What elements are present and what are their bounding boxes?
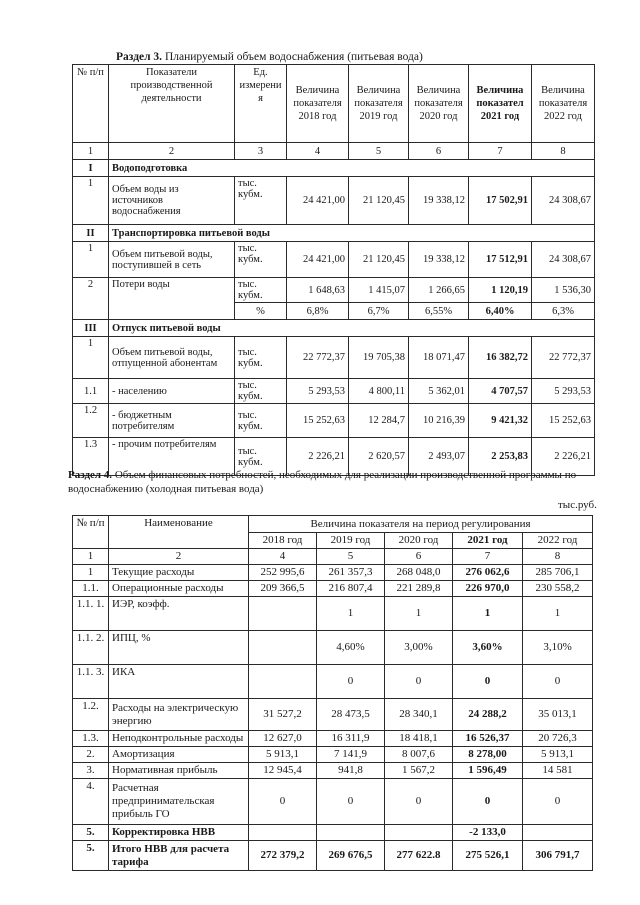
value-2018: 1 648,63 <box>287 278 349 303</box>
value-2020: 18 418,1 <box>385 731 453 747</box>
value-2022: 230 558,2 <box>523 581 593 597</box>
colnum: 3 <box>235 143 287 160</box>
row-name: Итого НВВ для расчета тарифа <box>109 841 249 871</box>
value-2018: 252 995,6 <box>249 565 317 581</box>
row-name: Объем питьевой воды, поступившей в сеть <box>109 242 235 278</box>
section3-label: Раздел 3. <box>116 51 163 63</box>
value-2019: 0 <box>317 665 385 699</box>
row-name: Потери воды <box>109 278 235 320</box>
header-2022: Величина показателя 2022 год <box>532 65 595 143</box>
value-2022: 1 <box>523 597 593 631</box>
value-2020: 277 622.8 <box>385 841 453 871</box>
value-2020: 3,00% <box>385 631 453 665</box>
row-num: 1.1. 2. <box>73 631 109 665</box>
row-num: 1.1. <box>73 581 109 597</box>
header-indicators: Показатели производственной деятельности <box>109 65 235 143</box>
row-name: Нормативная прибыль <box>109 763 249 779</box>
row-num: 1.2. <box>73 699 109 731</box>
row-name: - населению <box>109 379 235 404</box>
value-2020: 28 340,1 <box>385 699 453 731</box>
value-2018: 209 366,5 <box>249 581 317 597</box>
value-2019: 28 473,5 <box>317 699 385 731</box>
row-num: 1 <box>73 177 109 225</box>
value-2019: 7 141,9 <box>317 747 385 763</box>
value-2020: 1 567,2 <box>385 763 453 779</box>
value-2021: 0 <box>453 665 523 699</box>
value-2020: 1 <box>385 597 453 631</box>
colnum: 8 <box>523 549 593 565</box>
value-2018: 0 <box>249 779 317 825</box>
colnum: 7 <box>453 549 523 565</box>
value-2021: 4 707,57 <box>469 379 532 404</box>
value-2019: 216 807,4 <box>317 581 385 597</box>
value-2020: 18 071,47 <box>409 337 469 379</box>
colnum: 1 <box>73 549 109 565</box>
colnum: 4 <box>287 143 349 160</box>
value-2018: 5 293,53 <box>287 379 349 404</box>
value-2018 <box>249 631 317 665</box>
row-unit: тыс. кубм. <box>235 242 287 278</box>
value-2021: 1 120,19 <box>469 278 532 303</box>
row-num: 1.2 <box>73 404 109 438</box>
header-num: № п/п <box>73 65 109 143</box>
value-2020: 0 <box>385 665 453 699</box>
row-num: 1.1 <box>73 379 109 404</box>
row-unit: тыс. кубм. <box>235 438 287 476</box>
section3-title: Планируемый объем водоснабжения (питьевая вода) <box>164 51 423 63</box>
row-name: Текущие расходы <box>109 565 249 581</box>
header-2020: 2020 год <box>385 533 453 549</box>
value-2019: 19 705,38 <box>349 337 409 379</box>
section3-heading <box>116 50 423 64</box>
value-2018: 6,8% <box>287 303 349 320</box>
value-2021: 8 278,00 <box>453 747 523 763</box>
value-2020: 2 493,07 <box>409 438 469 476</box>
value-2019: 4,60% <box>317 631 385 665</box>
section4-heading <box>68 468 598 496</box>
value-2022: 14 581 <box>523 763 593 779</box>
value-2018: 22 772,37 <box>287 337 349 379</box>
row-name: ИКА <box>109 665 249 699</box>
row-num: 1.1. 3. <box>73 665 109 699</box>
value-2019: 16 311,9 <box>317 731 385 747</box>
value-2022: 20 726,3 <box>523 731 593 747</box>
value-2020: 221 289,8 <box>385 581 453 597</box>
value-2021: 17 502,91 <box>469 177 532 225</box>
value-2019: 261 357,3 <box>317 565 385 581</box>
value-2022: 0 <box>523 779 593 825</box>
row-name: Операционные расходы <box>109 581 249 597</box>
value-2021: 1 <box>453 597 523 631</box>
value-2021: 16 526,37 <box>453 731 523 747</box>
row-num: 3. <box>73 763 109 779</box>
row-unit: тыс. кубм. <box>235 278 287 303</box>
financial-needs-table <box>72 515 593 871</box>
value-2021: 276 062,6 <box>453 565 523 581</box>
row-name: Объем воды из источников водоснабжения <box>109 177 235 225</box>
value-2018: 24 421,00 <box>287 177 349 225</box>
value-2022: 35 013,1 <box>523 699 593 731</box>
colnum: 2 <box>109 549 249 565</box>
value-2021: 17 512,91 <box>469 242 532 278</box>
colnum: 4 <box>249 549 317 565</box>
value-2019: 4 800,11 <box>349 379 409 404</box>
value-2022: 2 226,21 <box>532 438 595 476</box>
colnum: 5 <box>349 143 409 160</box>
value-2021: 0 <box>453 779 523 825</box>
header-unit: Ед. измерени я <box>235 65 287 143</box>
value-2022: 5 293,53 <box>532 379 595 404</box>
header-num: № п/п <box>73 516 109 549</box>
group-num: I <box>73 160 109 177</box>
value-2018: 272 379,2 <box>249 841 317 871</box>
header-name: Наименование <box>109 516 249 549</box>
value-2020: 10 216,39 <box>409 404 469 438</box>
row-name: Корректировка НВВ <box>109 825 249 841</box>
section4-title: Объем финансовых потребностей, необходимых для реализации производственной программы по водоснабжению (холодная питьевая вода) <box>68 469 577 495</box>
value-2018: 12 627,0 <box>249 731 317 747</box>
row-unit: тыс. кубм. <box>235 379 287 404</box>
value-2020: 0 <box>385 779 453 825</box>
value-2018 <box>249 665 317 699</box>
value-2022: 285 706,1 <box>523 565 593 581</box>
header-2021: Величина показател 2021 год <box>469 65 532 143</box>
water-supply-volume-table <box>72 64 595 476</box>
value-2020: 268 048,0 <box>385 565 453 581</box>
header-2018: Величина показателя 2018 год <box>287 65 349 143</box>
value-2021: 275 526,1 <box>453 841 523 871</box>
section4-label: Раздел 4. <box>68 469 113 481</box>
header-2021: 2021 год <box>453 533 523 549</box>
value-2021: 226 970,0 <box>453 581 523 597</box>
row-num: 1 <box>73 242 109 278</box>
value-2019: 1 <box>317 597 385 631</box>
value-2019: 21 120,45 <box>349 177 409 225</box>
value-2021: 2 253,83 <box>469 438 532 476</box>
row-num: 1 <box>73 337 109 379</box>
value-2019: 269 676,5 <box>317 841 385 871</box>
value-2019: 6,7% <box>349 303 409 320</box>
row-num: 5. <box>73 841 109 871</box>
value-2022: 3,10% <box>523 631 593 665</box>
value-2021: 24 288,2 <box>453 699 523 731</box>
value-2019: 2 620,57 <box>349 438 409 476</box>
header-2020: Величина показателя 2020 год <box>409 65 469 143</box>
value-2018: 5 913,1 <box>249 747 317 763</box>
row-num: 1.3. <box>73 731 109 747</box>
row-num: 1 <box>73 565 109 581</box>
value-2020: 19 338,12 <box>409 177 469 225</box>
header-2018: 2018 год <box>249 533 317 549</box>
row-num: 2 <box>73 278 109 320</box>
value-2018: 24 421,00 <box>287 242 349 278</box>
value-2019: 0 <box>317 779 385 825</box>
row-name: Объем питьевой воды, отпущенной абонентам <box>109 337 235 379</box>
row-name: - бюджетным потребителям <box>109 404 235 438</box>
colnum: 2 <box>109 143 235 160</box>
group-num: III <box>73 320 109 337</box>
row-name: Расходы на электрическую энергию <box>109 699 249 731</box>
value-2020: 8 007,6 <box>385 747 453 763</box>
header-2022: 2022 год <box>523 533 593 549</box>
value-2018: 12 945,4 <box>249 763 317 779</box>
value-2022 <box>523 825 593 841</box>
value-2018: 2 226,21 <box>287 438 349 476</box>
row-num: 5. <box>73 825 109 841</box>
value-2019: 12 284,7 <box>349 404 409 438</box>
group-title: Отпуск питьевой воды <box>109 320 595 337</box>
row-name: Неподконтрольные расходы <box>109 731 249 747</box>
group-title: Транспортировка питьевой воды <box>109 225 595 242</box>
value-2022: 15 252,63 <box>532 404 595 438</box>
row-num: 1.3 <box>73 438 109 476</box>
row-unit: тыс. кубм. <box>235 404 287 438</box>
value-2020: 19 338,12 <box>409 242 469 278</box>
row-unit: тыс. кубм. <box>235 177 287 225</box>
row-name: ИЭР, коэфф. <box>109 597 249 631</box>
value-2020: 1 266,65 <box>409 278 469 303</box>
group-title: Водоподготовка <box>109 160 595 177</box>
row-name: ИПЦ, % <box>109 631 249 665</box>
value-2020 <box>385 825 453 841</box>
value-2019 <box>317 825 385 841</box>
value-2018: 15 252,63 <box>287 404 349 438</box>
value-2018: 31 527,2 <box>249 699 317 731</box>
row-num: 4. <box>73 779 109 825</box>
row-unit: % <box>235 303 287 320</box>
row-unit: тыс. кубм. <box>235 337 287 379</box>
value-2021: 6,40% <box>469 303 532 320</box>
row-num: 1.1. 1. <box>73 597 109 631</box>
value-2022: 22 772,37 <box>532 337 595 379</box>
value-2021: 1 596,49 <box>453 763 523 779</box>
row-num: 2. <box>73 747 109 763</box>
row-name: Расчетная предпринимательская прибыль ГО <box>109 779 249 825</box>
value-2022: 5 913,1 <box>523 747 593 763</box>
value-2018 <box>249 597 317 631</box>
colnum: 6 <box>409 143 469 160</box>
value-2020: 6,55% <box>409 303 469 320</box>
colnum: 7 <box>469 143 532 160</box>
colnum: 8 <box>532 143 595 160</box>
section4-units: тыс.руб. <box>558 499 597 511</box>
row-name: - прочим потребителям <box>109 438 235 476</box>
value-2019: 1 415,07 <box>349 278 409 303</box>
colnum: 1 <box>73 143 109 160</box>
value-2021: -2 133,0 <box>453 825 523 841</box>
value-2021: 16 382,72 <box>469 337 532 379</box>
value-2018 <box>249 825 317 841</box>
value-2022: 6,3% <box>532 303 595 320</box>
colnum: 5 <box>317 549 385 565</box>
value-2022: 24 308,67 <box>532 242 595 278</box>
header-2019: 2019 год <box>317 533 385 549</box>
value-2019: 941,8 <box>317 763 385 779</box>
value-2022: 306 791,7 <box>523 841 593 871</box>
header-2019: Величина показателя 2019 год <box>349 65 409 143</box>
value-2022: 24 308,67 <box>532 177 595 225</box>
group-num: II <box>73 225 109 242</box>
value-2019: 21 120,45 <box>349 242 409 278</box>
colnum: 6 <box>385 549 453 565</box>
value-2022: 1 536,30 <box>532 278 595 303</box>
header-period: Величина показателя на период регулирования <box>249 516 593 533</box>
value-2022: 0 <box>523 665 593 699</box>
value-2021: 9 421,32 <box>469 404 532 438</box>
value-2020: 5 362,01 <box>409 379 469 404</box>
row-name: Амортизация <box>109 747 249 763</box>
value-2021: 3,60% <box>453 631 523 665</box>
